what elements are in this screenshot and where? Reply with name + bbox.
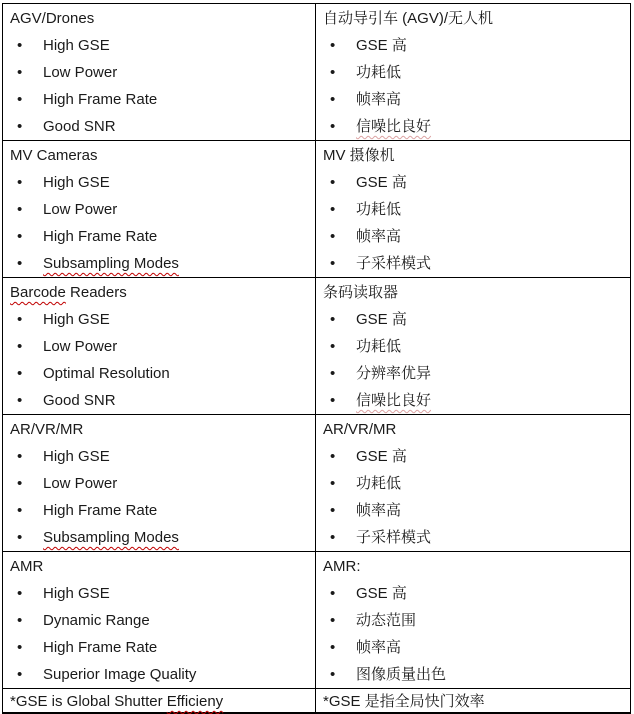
bullet-icon: • — [17, 475, 23, 492]
bullet-icon: • — [17, 64, 23, 81]
bullet-item — [316, 360, 628, 387]
bullet-item — [3, 223, 313, 250]
bullet-icon: • — [330, 37, 336, 54]
bullet-icon: • — [330, 612, 336, 629]
bullet-item — [316, 607, 628, 634]
bullet-text: High Frame Rate — [43, 639, 158, 656]
bullet-icon: • — [17, 255, 23, 272]
bullet-icon: • — [17, 365, 23, 382]
bullet-item — [316, 113, 628, 140]
bullet-icon: • — [17, 502, 23, 519]
bullet-text: GSE 高 — [356, 585, 407, 602]
bullet-text: 动态范围 — [356, 612, 417, 629]
table-cell-chinese — [316, 689, 631, 714]
bullet-item — [3, 59, 313, 86]
cell-header: AR/VR/MR — [10, 421, 84, 438]
bullet-item — [316, 59, 628, 86]
bullet-text: GSE 高 — [356, 311, 407, 328]
comparison-table — [2, 3, 631, 714]
bullet-text — [43, 524, 313, 551]
bullet-item — [3, 661, 313, 688]
bullet-icon: • — [17, 448, 23, 465]
table-row-footnote — [3, 689, 631, 714]
bullet-text: 功耗低 — [356, 475, 402, 492]
bullet-item — [316, 306, 628, 333]
bullet-text — [43, 250, 313, 277]
bullet-item — [3, 32, 313, 59]
bullet-icon: • — [330, 311, 336, 328]
bullet-item — [3, 470, 313, 497]
bullet-item — [3, 524, 313, 551]
bullet-text: Optimal Resolution — [43, 365, 170, 382]
bullet-item — [316, 497, 628, 524]
bullet-text: Low Power — [43, 475, 118, 492]
bullet-icon: • — [330, 228, 336, 245]
bullet-item — [3, 169, 313, 196]
bullet-item — [316, 661, 628, 688]
cell-header: MV 摄像机 — [323, 147, 395, 164]
bullet-item — [3, 86, 313, 113]
bullet-item — [3, 333, 313, 360]
bullet-text — [356, 113, 628, 140]
bullet-text: Low Power — [43, 201, 118, 218]
bullet-item — [316, 250, 628, 277]
bullet-icon: • — [17, 666, 23, 683]
cell-header: AMR — [10, 558, 44, 575]
bullet-item — [316, 634, 628, 661]
bullet-text: GSE 高 — [356, 37, 407, 54]
bullet-icon: • — [17, 639, 23, 656]
bullet-item — [3, 634, 313, 661]
bullet-icon: • — [17, 392, 23, 409]
bullet-item — [3, 387, 313, 414]
bullet-text: 子采样模式 — [356, 529, 432, 546]
bullet-icon: • — [17, 91, 23, 108]
cell-header: Barcode Readers — [10, 284, 127, 301]
bullet-text: High GSE — [43, 448, 110, 465]
table-cell-chinese — [316, 415, 631, 552]
bullet-icon: • — [17, 338, 23, 355]
bullet-text: Good SNR — [43, 392, 116, 409]
bullet-text: 子采样模式 — [356, 255, 432, 272]
bullet-text-misspelled: Subsampling Modes — [43, 255, 179, 272]
bullet-item — [316, 196, 628, 223]
bullet-item — [3, 497, 313, 524]
table-cell-chinese — [316, 4, 631, 141]
bullet-text-misspelled: 信噪比良好 — [356, 118, 432, 135]
bullet-text: Low Power — [43, 338, 118, 355]
bullet-text: High GSE — [43, 311, 110, 328]
bullet-item — [316, 32, 628, 59]
bullet-item — [3, 607, 313, 634]
cell-header: 条码读取器 — [323, 284, 399, 301]
bullet-icon: • — [17, 311, 23, 328]
bullet-icon: • — [330, 392, 336, 409]
bullet-icon: • — [17, 228, 23, 245]
bullet-text: Dynamic Range — [43, 612, 150, 629]
bullet-text: 功耗低 — [356, 64, 402, 81]
bullet-icon: • — [330, 585, 336, 602]
header-text: AGV/Drones — [10, 10, 95, 27]
table-cell-english — [3, 141, 316, 278]
footnote-text: *GSE 是指全局快门效率 — [323, 693, 485, 710]
header-text-misspelled: Barcode — [10, 284, 66, 301]
bullet-icon: • — [330, 639, 336, 656]
table-cell-english — [3, 278, 316, 415]
bullet-icon: • — [330, 118, 336, 135]
table-row — [3, 4, 631, 141]
footnote-text: *GSE is Global Shutter Efficieny — [10, 693, 224, 710]
bullet-item — [3, 443, 313, 470]
bullet-item — [316, 580, 628, 607]
table-cell-english — [3, 415, 316, 552]
bullet-icon: • — [330, 502, 336, 519]
table-cell-chinese — [316, 141, 631, 278]
table-cell-chinese — [316, 552, 631, 689]
bullet-icon: • — [17, 612, 23, 629]
bullet-text: High Frame Rate — [43, 91, 158, 108]
bullet-icon: • — [17, 37, 23, 54]
bullet-text: 图像质量出色 — [356, 666, 447, 683]
bullet-text: 功耗低 — [356, 201, 402, 218]
bullet-icon: • — [330, 91, 336, 108]
bullet-text: 帧率高 — [356, 502, 402, 519]
bullet-item — [316, 387, 628, 414]
bullet-icon: • — [330, 338, 336, 355]
bullet-item — [316, 443, 628, 470]
bullet-item — [316, 169, 628, 196]
cell-header: AR/VR/MR — [323, 421, 397, 438]
bullet-item — [316, 86, 628, 113]
bullet-text: High GSE — [43, 585, 110, 602]
bullet-icon: • — [17, 201, 23, 218]
table-row — [3, 278, 631, 415]
table-cell-english — [3, 552, 316, 689]
bullet-icon: • — [330, 255, 336, 272]
bullet-icon: • — [17, 174, 23, 191]
table-cell-english — [3, 4, 316, 141]
bullet-icon: • — [17, 585, 23, 602]
bullet-icon: • — [330, 201, 336, 218]
bullet-icon: • — [330, 64, 336, 81]
bullet-text: GSE 高 — [356, 174, 407, 191]
bullet-text: High Frame Rate — [43, 502, 158, 519]
cell-header: AMR: — [323, 558, 361, 575]
bullet-text: High GSE — [43, 174, 110, 191]
bullet-item — [3, 113, 313, 140]
bullet-text: Low Power — [43, 64, 118, 81]
bullet-text: 帧率高 — [356, 639, 402, 656]
bullet-icon: • — [17, 118, 23, 135]
cell-header: MV Cameras — [10, 147, 98, 164]
bullet-text: 帧率高 — [356, 228, 402, 245]
bullet-icon: • — [330, 174, 336, 191]
header-text: 自动导引车 (AGV)/无人机 — [323, 10, 494, 27]
bullet-icon: • — [330, 529, 336, 546]
bullet-icon: • — [330, 666, 336, 683]
table-cell-chinese — [316, 278, 631, 415]
bullet-icon: • — [330, 365, 336, 382]
bullet-text: Superior Image Quality — [43, 666, 197, 683]
cell-header — [316, 6, 628, 32]
bullet-item — [316, 333, 628, 360]
bullet-text: Good SNR — [43, 118, 116, 135]
footnote-text-misspelled: Efficieny — [166, 693, 224, 710]
bullet-item — [316, 524, 628, 551]
bullet-item — [3, 196, 313, 223]
bullet-icon: • — [17, 529, 23, 546]
bullet-item — [316, 470, 628, 497]
table-cell-english — [3, 689, 316, 714]
bullet-text: 分辨率优异 — [356, 365, 432, 382]
bullet-item — [316, 223, 628, 250]
bullet-icon: • — [330, 475, 336, 492]
bullet-text: High Frame Rate — [43, 228, 158, 245]
table-row — [3, 141, 631, 278]
bullet-text-misspelled: Subsampling Modes — [43, 529, 179, 546]
bullet-text: GSE 高 — [356, 448, 407, 465]
bullet-item — [3, 360, 313, 387]
bullet-text — [356, 387, 628, 414]
bullet-icon: • — [330, 448, 336, 465]
bullet-text: 帧率高 — [356, 91, 402, 108]
table-row — [3, 415, 631, 552]
bullet-item — [3, 250, 313, 277]
bullet-text-misspelled: 信噪比良好 — [356, 392, 432, 409]
bullet-item — [3, 306, 313, 333]
bullet-item — [3, 580, 313, 607]
bullet-text: High GSE — [43, 37, 110, 54]
cell-header — [3, 6, 313, 32]
bullet-text: 功耗低 — [356, 338, 402, 355]
table-row — [3, 552, 631, 689]
